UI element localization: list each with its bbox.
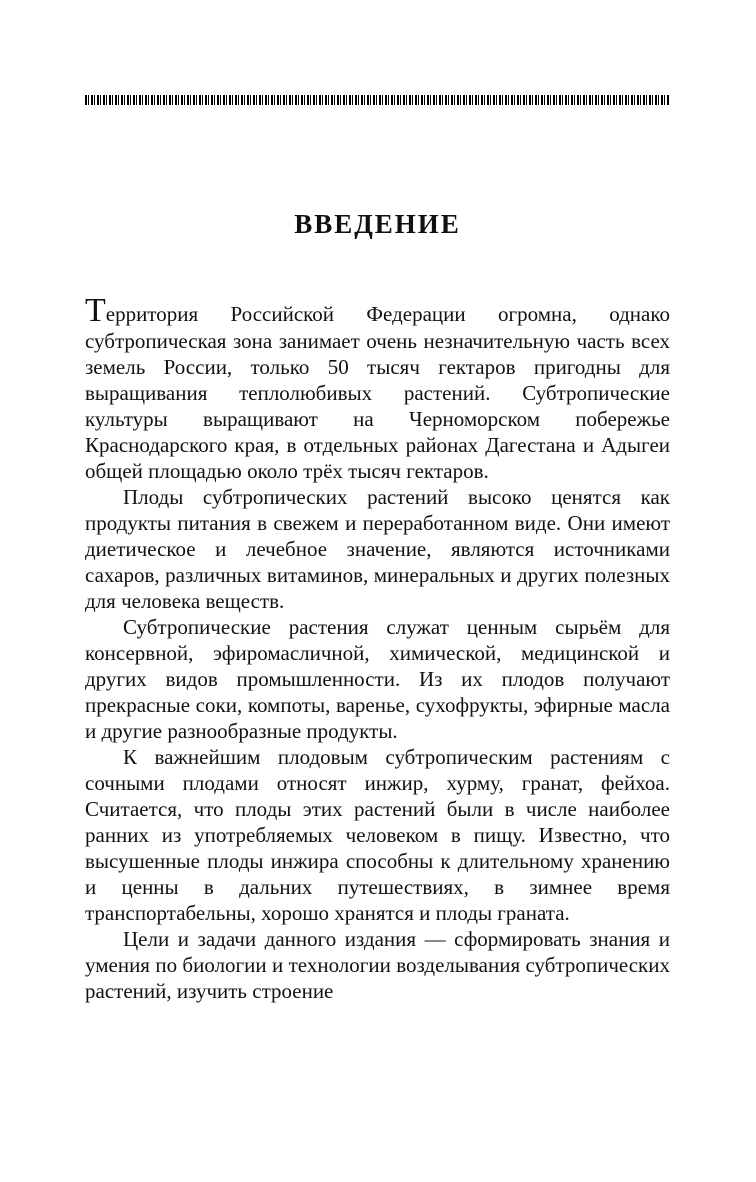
- paragraph: [85, 294, 670, 484]
- page-title: ВВЕДЕНИЕ: [294, 209, 461, 239]
- paragraph: Цели и задачи данного издания — сформировать знания и умения по биологии и технологии возделывания субтропических растений, изучить строение: [85, 927, 670, 1003]
- decorative-rule: [85, 95, 670, 105]
- text-block: [85, 294, 670, 1004]
- paragraph: К важнейшим плодовым субтропическим растениям с сочными плодами относят инжир, хурму, гранат, фейхоа. Считается, что плоды этих растений были в числе наиболее ранних из употребляемых человеком в пищу. Известно, что высушенные плоды инжира способны к длительному хранению и ценны в дальних путешествиях, в зимнее время транспортабельны, хорошо хранятся и плоды граната.: [85, 745, 670, 925]
- paragraph-text: ерритория Российской Федерации огромна, однако субтропическая зона занимает очень незначительную часть всех земель России, только 50 тысяч гектаров пригодны для выращивания теплолюбивых растений. Субтропические культуры выращивают на Черноморском побережье Краснодарского края, в отдельных районах Дагестана и Адыгеи общей площадью около трёх тысяч гектаров.: [85, 302, 670, 483]
- paragraph: Плоды субтропических растений высоко ценятся как продукты питания в свежем и переработанном виде. Они имеют диетическое и лечебное значение, являются источниками сахаров, различных витаминов, минеральных и других полезных для человека веществ.: [85, 485, 670, 613]
- paragraph: Субтропические растения служат ценным сырьём для консервной, эфиромасличной, химической, медицинской и других видов промышленности. Из их плодов получают прекрасные соки, компоты, варенье, сухофрукты, эфирные масла и другие разнообразные продукты.: [85, 615, 670, 743]
- drop-cap: Т: [85, 292, 106, 329]
